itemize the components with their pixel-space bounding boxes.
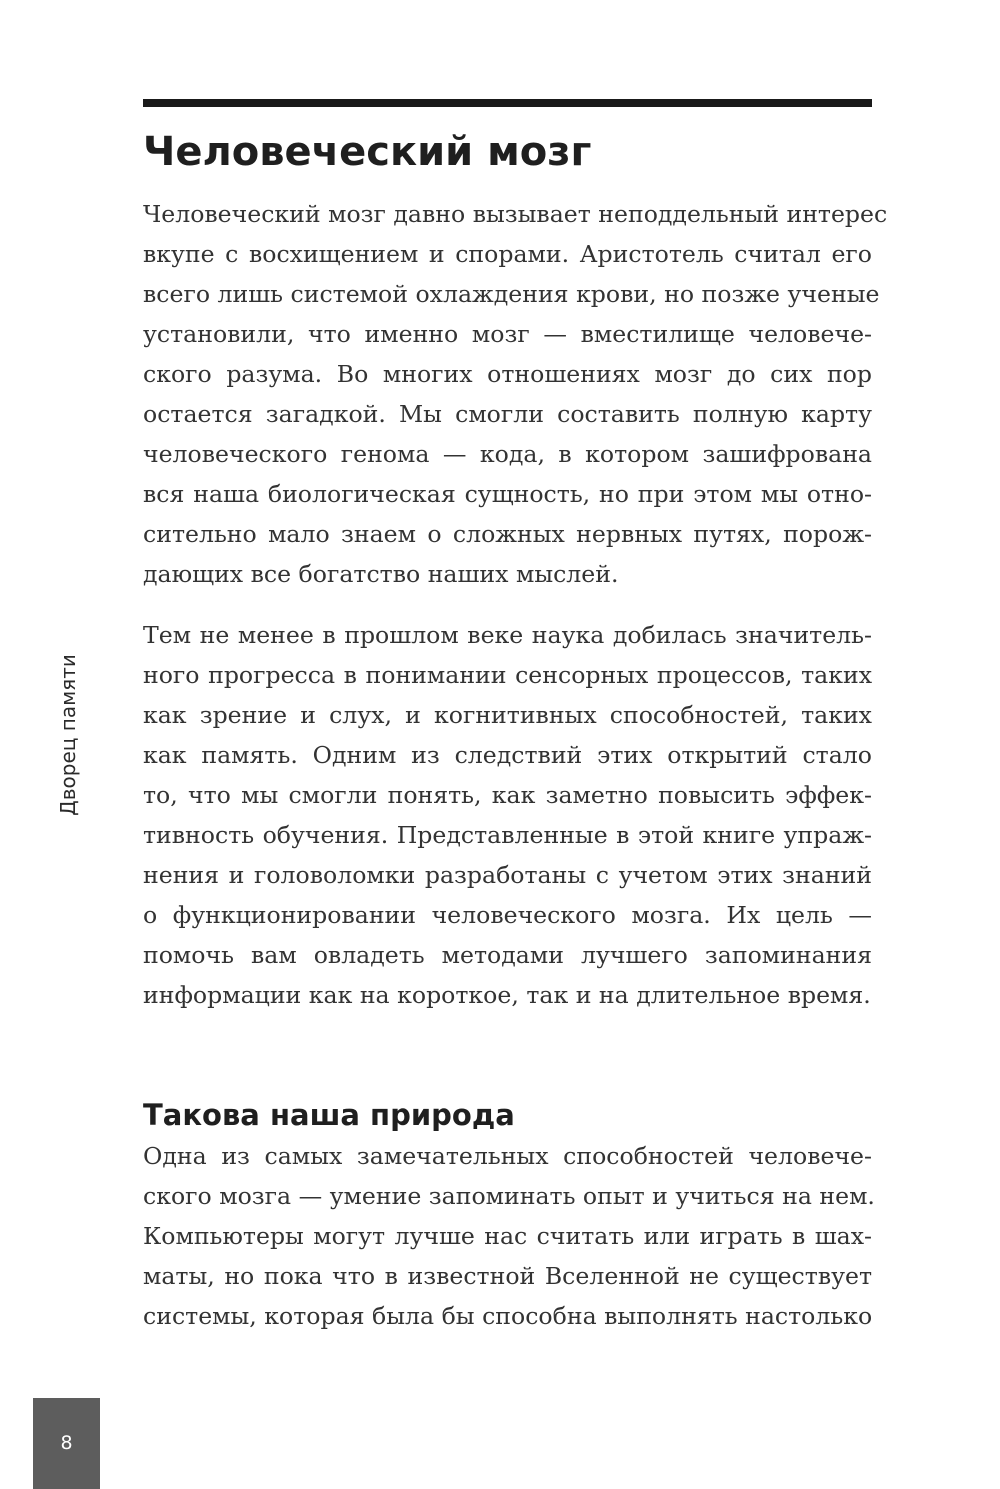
chapter-top-rule [143,99,872,107]
paragraph-line: вкупе с восхищением и спорами. Аристотель считал его [143,240,872,268]
paragraph-line: как память. Одним из следствий этих открытий стало [143,741,872,769]
paragraph-line: нения и головоломки разработаны с учетом этих знаний [143,861,872,889]
paragraph-1 [143,194,888,594]
paragraph-line: о функционировании человеческого мозга. Их цель — [143,901,872,929]
paragraph-line: Тем не менее в прошлом веке наука добилась значитель- [143,621,872,649]
paragraph-line: ского мозга — умение запоминать опыт и учиться на нем. [143,1182,875,1210]
page-number: 8 [60,1432,73,1454]
paragraph-line: то, что мы смогли понять, как заметно повысить эффек- [143,781,872,809]
paragraph-line: человеческого генома — кода, в котором зашифрована [143,440,872,468]
paragraph-line: Компьютеры могут лучше нас считать или играть в шах- [143,1222,872,1250]
paragraph-2 [143,615,872,1015]
paragraph-line: Человеческий мозг давно вызывает неподдельный интерес [143,200,888,228]
page-number-tab [33,1398,100,1489]
paragraph-line: вся наша биологическая сущность, но при этом мы отно- [143,480,872,508]
paragraph-line: ского разума. Во многих отношениях мозг до сих пор [143,360,872,388]
paragraph-line: тивность обучения. Представленные в этой книге упраж- [143,821,872,849]
paragraph-line: установили, что именно мозг — вместилище человече- [143,320,872,348]
chapter-title: Человеческий мозг [143,129,592,175]
paragraph-line: сительно мало знаем о сложных нервных путях, порож- [143,520,872,548]
paragraph-line: помочь вам овладеть методами лучшего запоминания [143,941,872,969]
paragraph-line: дающих все богатство наших мыслей. [143,560,619,588]
paragraph-line: Одна из самых замечательных способностей человече- [143,1142,872,1170]
section-paragraph [143,1136,875,1336]
paragraph-line: остается загадкой. Мы смогли составить полную карту [143,400,872,428]
paragraph-line: всего лишь системой охлаждения крови, но позже ученые [143,280,880,308]
paragraph-line: ного прогресса в понимании сенсорных процессов, таких [143,661,872,689]
section-heading: Такова наша природа [143,1098,515,1132]
running-title: Дворец памяти [56,654,80,816]
paragraph-line: информации как на короткое, так и на длительное время. [143,981,871,1009]
paragraph-line: системы, которая была бы способна выполнять настолько [143,1302,873,1330]
paragraph-line: как зрение и слух, и когнитивных способностей, таких [143,701,872,729]
paragraph-line: маты, но пока что в известной Вселенной не существует [143,1262,872,1290]
